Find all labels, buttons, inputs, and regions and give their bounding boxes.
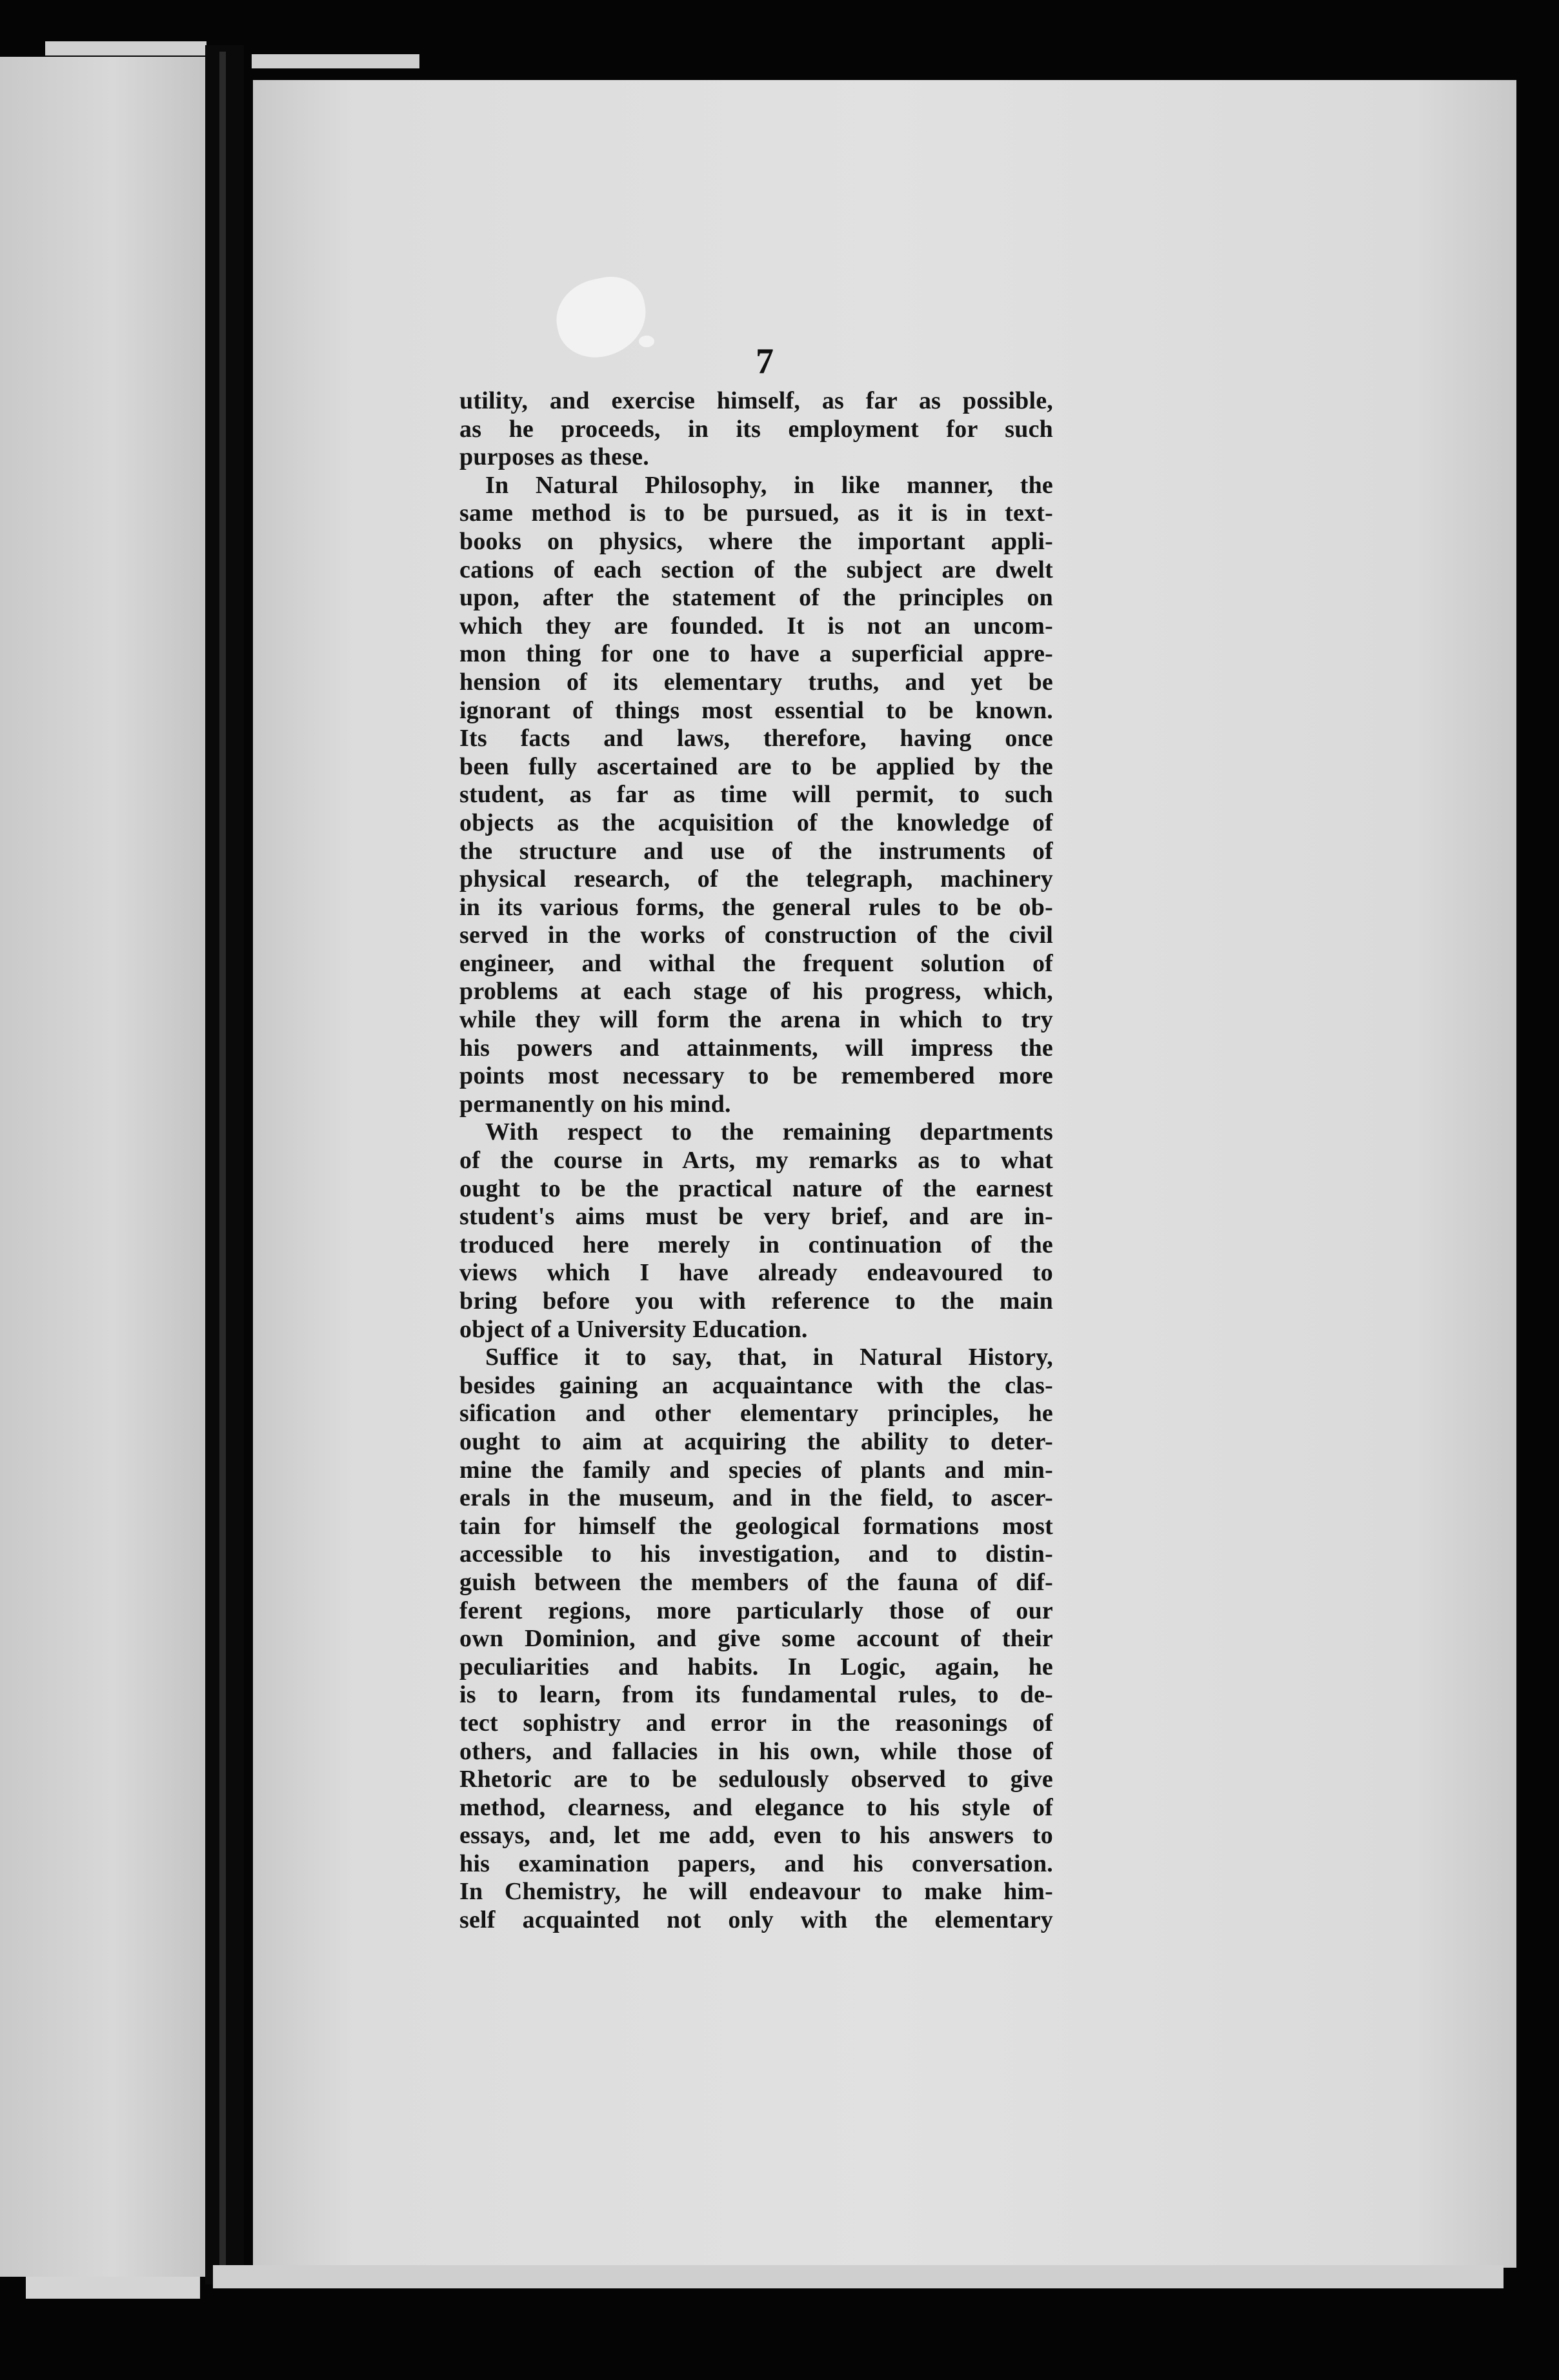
body-text (459, 387, 1053, 1935)
text-line: student, as far as time will permit, to such (459, 781, 1053, 809)
text-line: been fully ascertained are to be applied by the (459, 752, 1053, 780)
text-line: self acquainted not only with the elementary (459, 1906, 1053, 1934)
text-line: physical research, of the telegraph, machinery (459, 865, 1053, 893)
text-line: points most necessary to be remembered more (459, 1062, 1053, 1090)
text-line: tain for himself the geological formations most (459, 1512, 1053, 1540)
text-line: mon thing for one to have a superficial appre- (459, 640, 1053, 668)
text-line: served in the works of construction of the civil (459, 922, 1053, 949)
text-line: cations of each section of the subject are dwelt (459, 556, 1053, 583)
text-line: erals in the museum, and in the field, to ascer- (459, 1484, 1053, 1512)
text-line: engineer, and withal the frequent solution of (459, 949, 1053, 977)
text-line: Rhetoric are to be sedulously observed to give (459, 1766, 1053, 1793)
left-page-bottom-edge (26, 2277, 200, 2299)
text-line: In Chemistry, he will endeavour to make him- (459, 1878, 1053, 1906)
text-line: of the course in Arts, my remarks as to what (459, 1147, 1053, 1175)
text-line: student's aims must be very brief, and are in- (459, 1203, 1053, 1231)
page-top-edge (252, 54, 419, 68)
text-line: sification and other elementary principles, he (459, 1400, 1053, 1427)
text-line: while they will form the arena in which to try (459, 1006, 1053, 1034)
left-page-top-edge (45, 41, 206, 55)
text-line: essays, and, let me add, even to his answers to (459, 1822, 1053, 1850)
text-line: objects as the acquisition of the knowledge of (459, 809, 1053, 836)
text-line: ought to be the practical nature of the earnest (459, 1175, 1053, 1202)
text-line: Suffice it to say, that, in Natural History, (485, 1344, 1053, 1371)
text-line: guish between the members of the fauna of dif- (459, 1568, 1053, 1596)
text-line: is to learn, from its fundamental rules, to de- (459, 1681, 1053, 1709)
text-line: own Dominion, and give some account of their (459, 1625, 1053, 1653)
text-line: his powers and attainments, will impress the (459, 1034, 1053, 1062)
text-line: accessible to his investigation, and to distin- (459, 1540, 1053, 1568)
paper-stain-small (639, 336, 654, 347)
text-line: hension of its elementary truths, and yet be (459, 668, 1053, 696)
text-line: ignorant of things most essential to be known. (459, 696, 1053, 724)
text-line: the structure and use of the instruments of (459, 837, 1053, 865)
text-line: ferent regions, more particularly those of our (459, 1597, 1053, 1624)
text-line: as he proceeds, in its employment for such (459, 415, 1053, 443)
text-line: method, clearness, and elegance to his style of (459, 1793, 1053, 1821)
text-line: With respect to the remaining departments (485, 1118, 1053, 1146)
text-line: permanently on his mind. (459, 1090, 731, 1118)
text-line: his examination papers, and his conversation. (459, 1850, 1053, 1877)
text-line: which they are founded. It is not an uncom- (459, 612, 1053, 640)
text-line: In Natural Philosophy, in like manner, the (485, 471, 1053, 499)
gutter-highlight (219, 52, 226, 2272)
text-line: problems at each stage of his progress, which, (459, 978, 1053, 1005)
text-line: purposes as these. (459, 443, 649, 471)
page-bottom-edge (213, 2265, 1504, 2288)
text-line: troduced here merely in continuation of the (459, 1231, 1053, 1258)
left-facing-page (0, 57, 205, 2277)
text-line: ought to aim at acquiring the ability to deter- (459, 1427, 1053, 1455)
text-line: peculiarities and habits. In Logic, again, he (459, 1653, 1053, 1680)
text-line: views which I have already endeavoured to (459, 1259, 1053, 1287)
text-line: others, and fallacies in his own, while those of (459, 1737, 1053, 1765)
text-line: upon, after the statement of the principles on (459, 584, 1053, 612)
text-line: same method is to be pursued, as it is in text- (459, 499, 1053, 527)
text-line: tect sophistry and error in the reasonings of (459, 1709, 1053, 1737)
text-line: in its various forms, the general rules to be ob- (459, 893, 1053, 921)
page-number: 7 (756, 341, 774, 381)
text-line: Its facts and laws, therefore, having once (459, 725, 1053, 752)
text-line: utility, and exercise himself, as far as possible, (459, 387, 1053, 414)
text-line: books on physics, where the important appli- (459, 527, 1053, 555)
text-line: object of a University Education. (459, 1315, 808, 1343)
text-line: besides gaining an acquaintance with the clas- (459, 1371, 1053, 1399)
text-line: mine the family and species of plants and min- (459, 1456, 1053, 1484)
text-line: bring before you with reference to the main (459, 1287, 1053, 1315)
